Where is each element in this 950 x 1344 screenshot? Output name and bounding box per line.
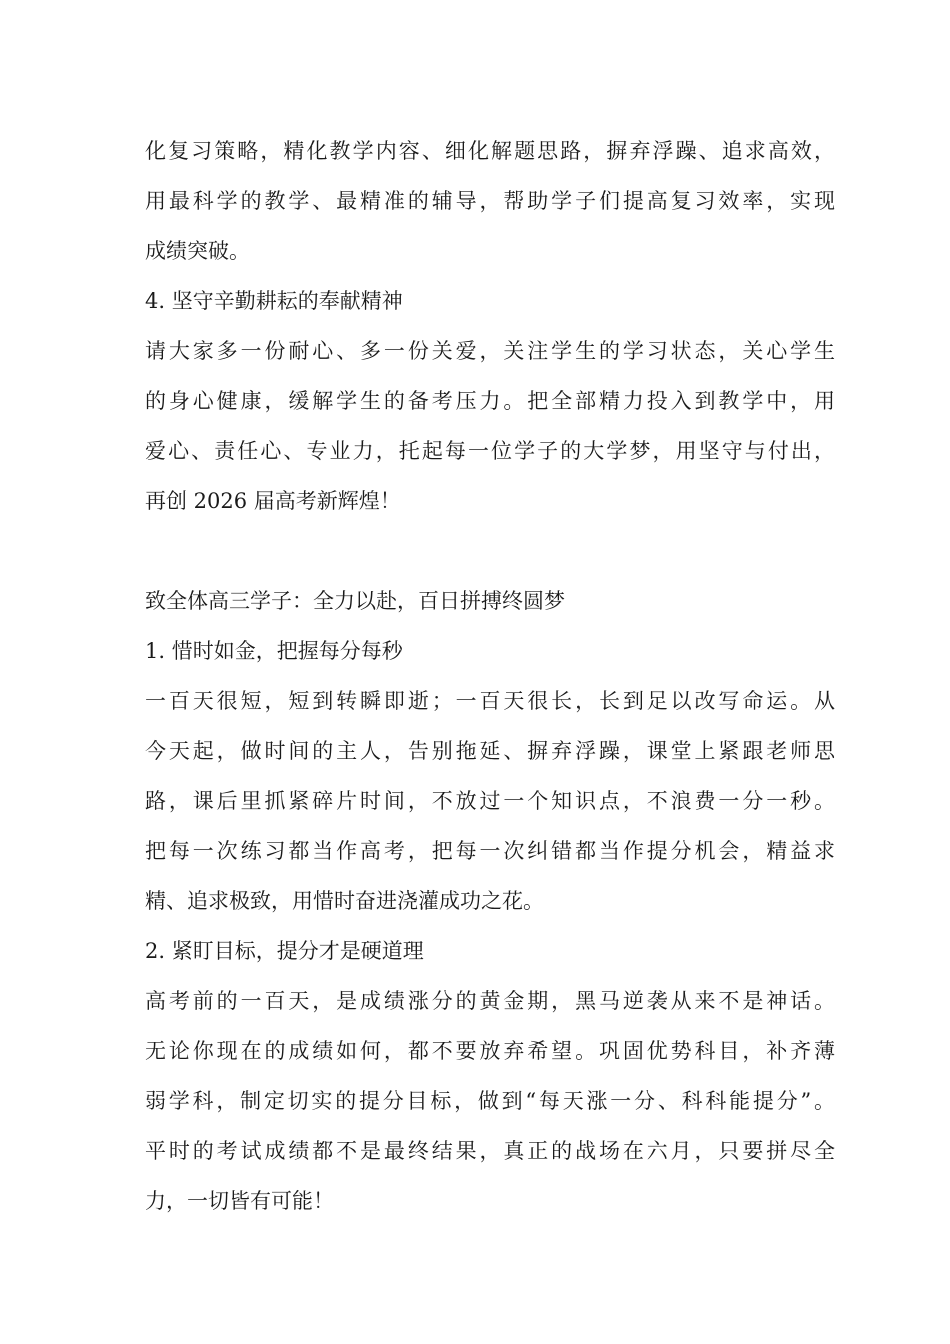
paragraph-line: 请大家多一份耐心、多一份关爱，关注学生的学习状态，关心学生 bbox=[145, 339, 835, 363]
paragraph-line: 精、追求极致，用惜时奋进浇灌成功之花。 bbox=[145, 889, 544, 913]
blank-line bbox=[145, 526, 835, 576]
document-body bbox=[145, 126, 835, 1226]
point-4-heading: 4. 坚守辛勤耕耘的奉献精神 bbox=[145, 289, 403, 313]
paragraph-line: 力，一切皆有可能！ bbox=[145, 1189, 334, 1213]
paragraph-line: 路，课后里抓紧碎片时间，不放过一个知识点，不浪费一分一秒。 bbox=[145, 789, 835, 813]
paragraph-line: 弱学科，制定切实的提分目标，做到“每天涨一分、科科能提分”。 bbox=[145, 1089, 835, 1113]
students-section-title: 致全体高三学子：全力以赴，百日拼搏终圆梦 bbox=[145, 589, 565, 613]
paragraph-line: 化复习策略，精化教学内容、细化解题思路，摒弃浮躁、追求高效， bbox=[145, 139, 835, 163]
paragraph-line: 成绩突破。 bbox=[145, 239, 250, 263]
paragraph-line: 平时的考试成绩都不是最终结果，真正的战场在六月，只要拼尽全 bbox=[145, 1139, 835, 1163]
paragraph-line: 一百天很短，短到转瞬即逝；一百天很长，长到足以改写命运。从 bbox=[145, 689, 835, 713]
student-point-1-heading: 1. 惜时如金，把握每分每秒 bbox=[145, 639, 403, 663]
student-point-2-heading: 2. 紧盯目标，提分才是硬道理 bbox=[145, 939, 424, 963]
paragraph-line: 的身心健康，缓解学生的备考压力。把全部精力投入到教学中，用 bbox=[145, 389, 835, 413]
paragraph-line: 把每一次练习都当作高考，把每一次纠错都当作提分机会，精益求 bbox=[145, 839, 835, 863]
paragraph-line: 今天起，做时间的主人，告别拖延、摒弃浮躁，课堂上紧跟老师思 bbox=[145, 739, 835, 763]
paragraph-line: 再创 2026 届高考新辉煌！ bbox=[145, 489, 401, 513]
paragraph-line: 无论你现在的成绩如何，都不要放弃希望。巩固优势科目，补齐薄 bbox=[145, 1039, 835, 1063]
paragraph-line: 用最科学的教学、最精准的辅导，帮助学子们提高复习效率，实现 bbox=[145, 189, 835, 213]
paragraph-line: 爱心、责任心、专业力，托起每一位学子的大学梦，用坚守与付出， bbox=[145, 439, 835, 463]
paragraph-line: 高考前的一百天，是成绩涨分的黄金期，黑马逆袭从来不是神话。 bbox=[145, 989, 835, 1013]
